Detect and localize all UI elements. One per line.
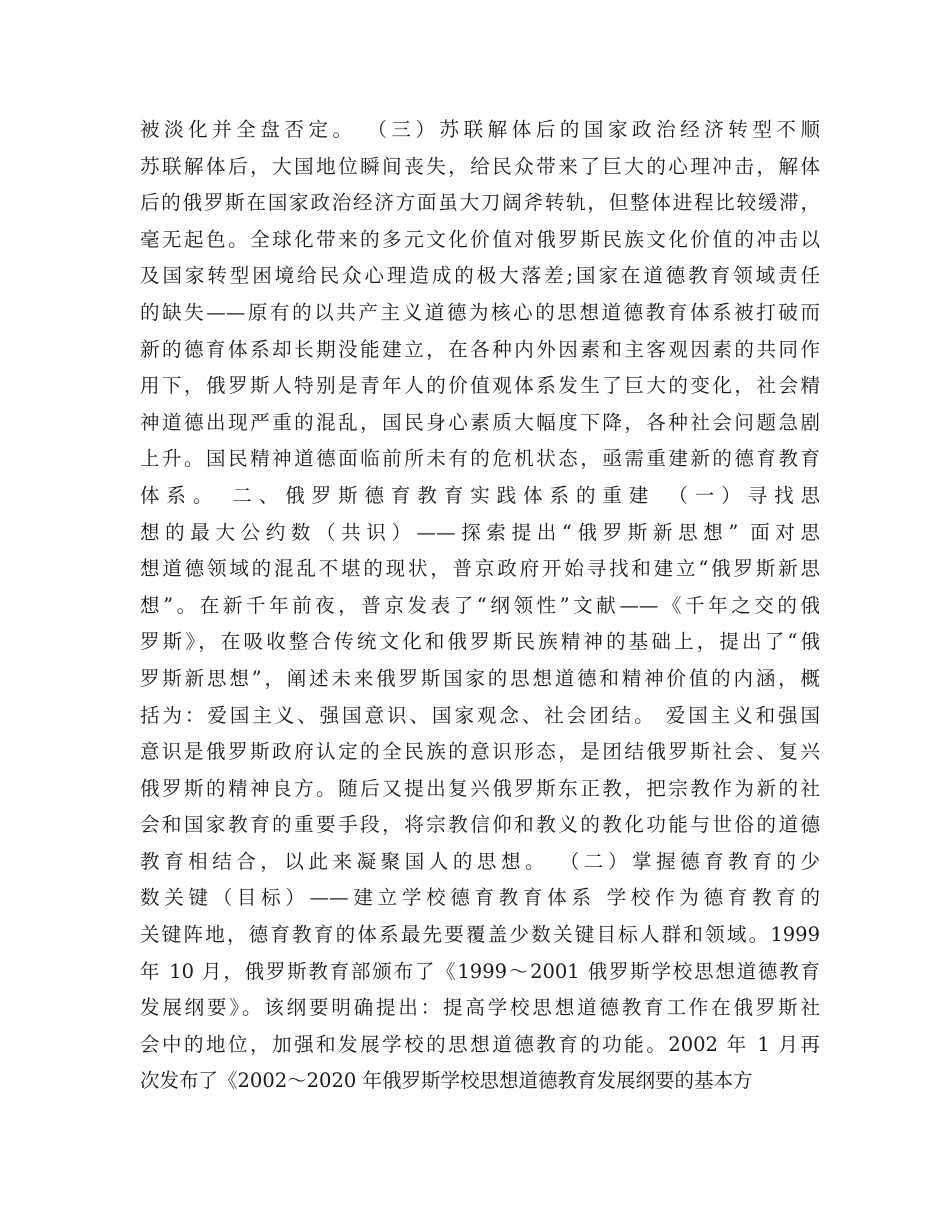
text-line: 新的德育体系却长期没能建立，在各种内外因素和主客观因素的共同作 [140,337,820,361]
text-line: 俄罗斯的精神良方。随后又提出复兴俄罗斯东正教，把宗教作为新的社 [140,776,820,800]
text-line: 被淡化并全盘否定。 （三）苏联解体后的国家政治经济转型不顺 [140,118,820,141]
text-line: 发展纲要》。该纲要明确提出：提高学校思想道德教育工作在俄罗斯社 [140,996,820,1020]
text-line: 会中的地位，加强和发展学校的思想道德教育的功能。2002 年 1 月再 [140,1032,820,1056]
text-line: 毫无起色。全球化带来的多元文化价值对俄罗斯民族文化价值的冲击以 [140,227,820,251]
body-text [140,112,820,1100]
text-line: 上升。国民精神道德面临前所未有的危机状态，亟需重建新的德育教育 [140,447,820,471]
text-line: 后的俄罗斯在国家政治经济方面虽大刀阔斧转轨，但整体进程比较缓滞， [140,191,820,215]
text-line: 用下，俄罗斯人特别是青年人的价值观体系发生了巨大的变化，社会精 [140,374,820,398]
text-line: 罗斯新思想”，阐述未来俄罗斯国家的思想道德和精神价值的内涵，概 [140,666,820,690]
text-line: 苏联解体后，大国地位瞬间丧失，给民众带来了巨大的心理冲击，解体 [140,154,820,178]
text-line: 年 10 月，俄罗斯教育部颁布了《1999～2001 俄罗斯学校思想道德教育 [140,959,820,983]
text-line: 关键阵地，德育教育的体系最先要覆盖少数关键目标人群和领域。1999 [140,923,820,947]
text-line: 教育相结合，以此来凝聚国人的思想。 （二）掌握德育教育的少 [140,849,820,873]
text-line: 会和国家教育的重要手段，将宗教信仰和教义的教化功能与世俗的道德 [140,813,820,837]
text-line: 次发布了《2002～2020 年俄罗斯学校思想道德教育发展纲要的基本方 [140,1069,753,1093]
text-line: 想道德领域的混乱不堪的现状，普京政府开始寻找和建立“俄罗斯新思 [140,557,820,581]
text-line: 想”。在新千年前夜，普京发表了“纲领性”文献——《千年之交的俄 [140,593,820,617]
text-line: 的缺失——原有的以共产主义道德为核心的思想道德教育体系被打破而 [140,300,820,324]
text-line: 想的最大公约数（共识）——探索提出“俄罗斯新思想” 面对思 [140,520,820,544]
text-line: 罗斯》，在吸收整合传统文化和俄罗斯民族精神的基础上，提出了“俄 [140,630,820,654]
text-line: 括为：爱国主义、强国意识、国家观念、社会团结。 爱国主义和强国 [140,703,820,727]
text-line: 及国家转型困境给民众心理造成的极大落差;国家在道德教育领域责任 [140,264,820,288]
text-line: 神道德出现严重的混乱，国民身心素质大幅度下降，各种社会问题急剧 [140,410,820,434]
text-line: 意识是俄罗斯政府认定的全民族的意识形态，是团结俄罗斯社会、复兴 [140,740,820,764]
text-line: 体系。 二、俄罗斯德育教育实践体系的重建 （一）寻找思 [140,483,820,507]
text-line: 数关键（目标）——建立学校德育教育体系 学校作为德育教育的 [140,886,820,910]
